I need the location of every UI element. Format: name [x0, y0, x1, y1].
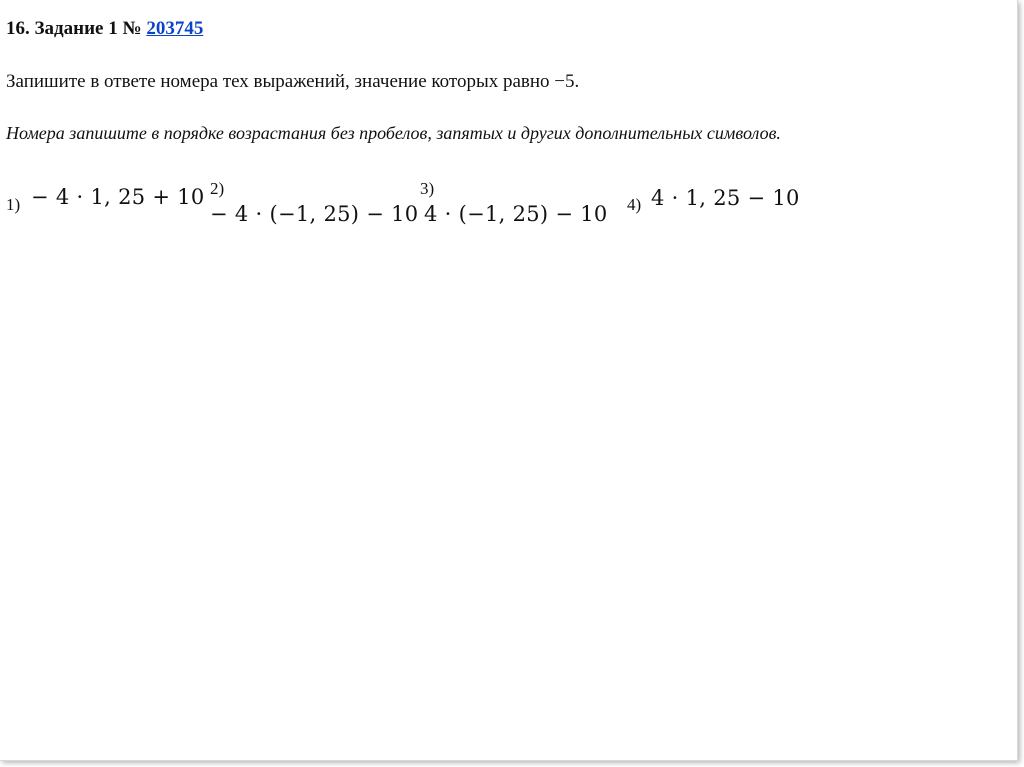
option-3-expression: 4 · (−1, 25) − 10: [424, 202, 608, 226]
option-2-expression: − 4 · (−1, 25) − 10: [210, 202, 419, 226]
option-2-number: 2): [210, 179, 225, 198]
task-instruction: Запишите в ответе номера тех выражений, значение которых равно −5.: [6, 71, 580, 92]
option-4-number: 4): [627, 195, 642, 214]
task-note: Номера запишите в порядке возрастания без пробелов, запятых и других дополнительных символов.: [6, 123, 781, 143]
task-header: [6, 18, 203, 40]
task-header-text: 16. Задание 1 №: [6, 18, 147, 39]
option-1-number: 1): [6, 195, 21, 214]
option-4-expression: 4 · 1, 25 − 10: [651, 186, 800, 210]
task-id-link[interactable]: 203745: [146, 18, 204, 39]
option-1-expression: − 4 · 1, 25 + 10: [31, 185, 205, 209]
option-3-number: 3): [420, 179, 435, 198]
